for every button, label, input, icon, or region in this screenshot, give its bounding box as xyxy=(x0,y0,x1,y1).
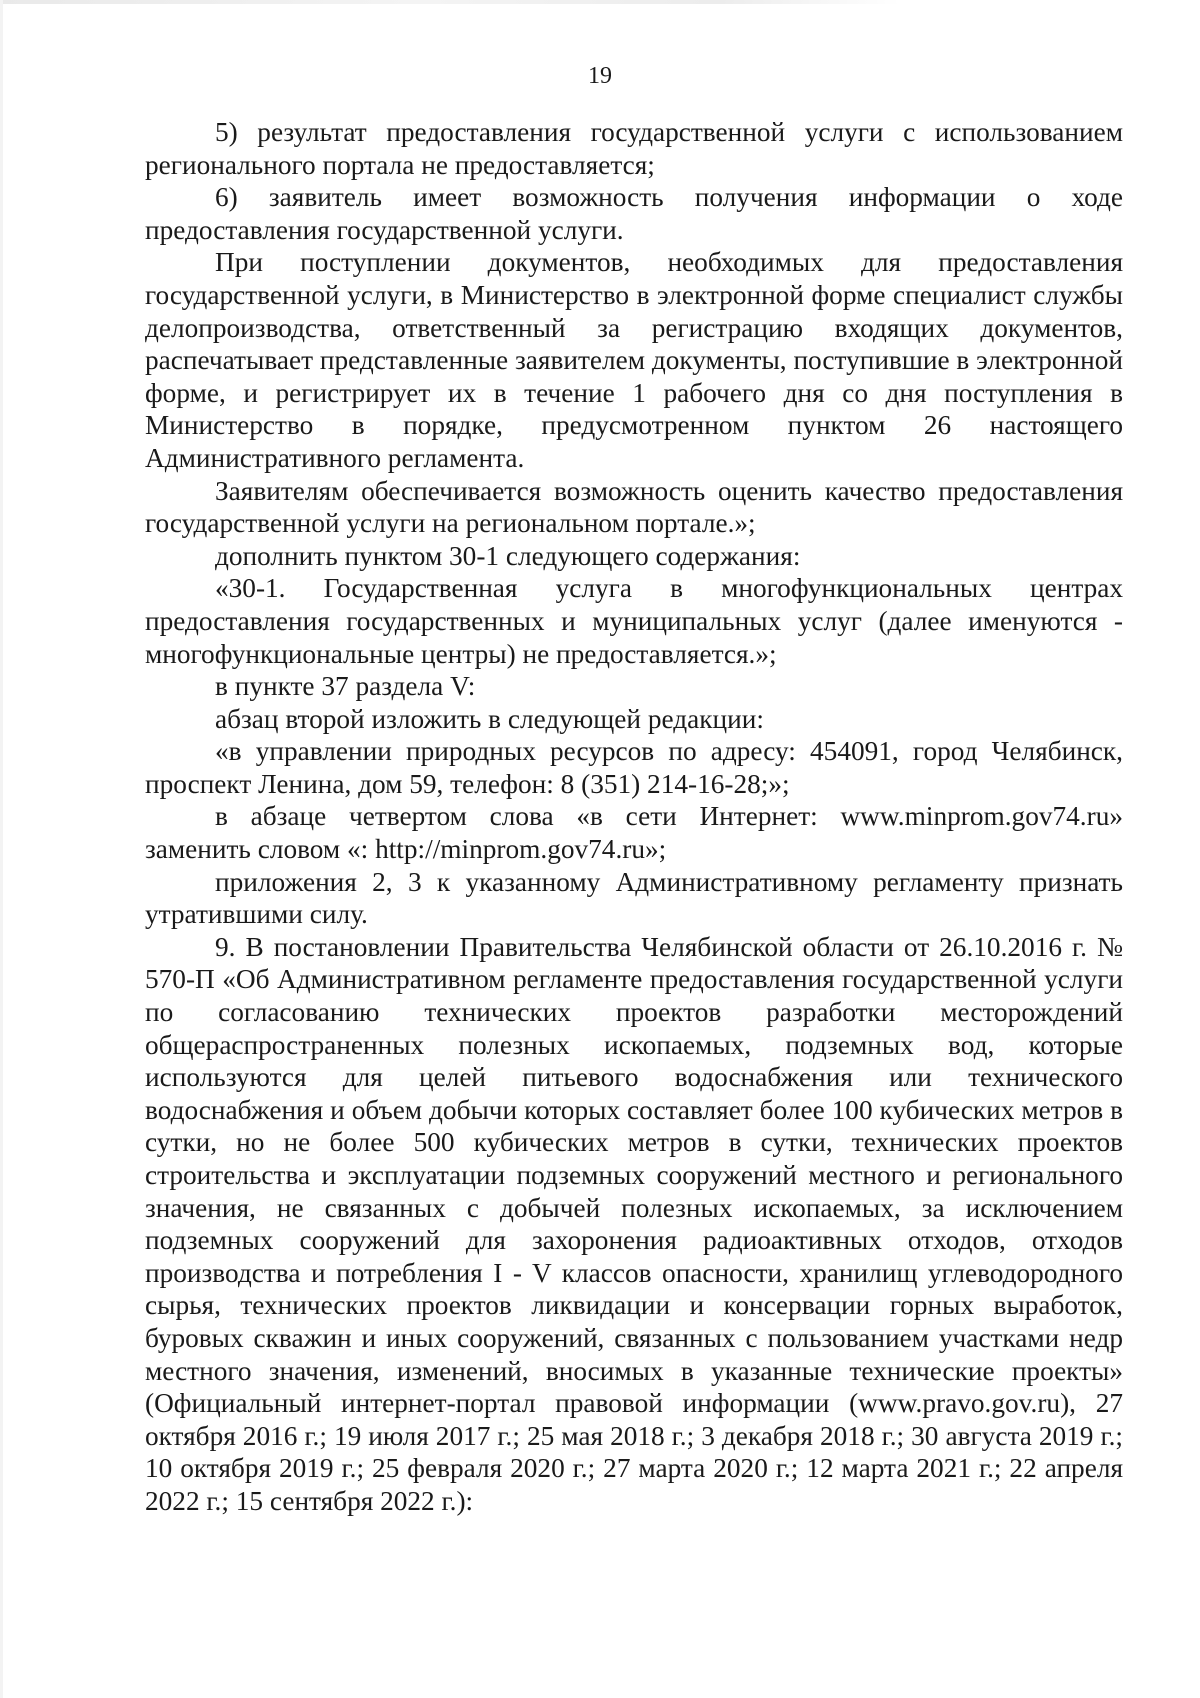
paragraph-electronic-documents: При поступлении документов, необходимых для предоставления государственной услуги, в Министерство в электронной форме специалист службы делопроизводства, ответственный за регистрацию входящих документов, распечатывает представленные заявителем документы, поступившие в электронной форме, и регистрирует их в течение 1 рабочего дня со дня поступления в Министерство в порядке, предусмотренном пунктом 26 настоящего Административного регламента. xyxy=(145,247,1123,473)
paragraph-second-abzac: абзац второй изложить в следующей редакции: xyxy=(215,703,764,734)
page-number: 19 xyxy=(588,63,612,89)
paragraph-item-6: 6) заявитель имеет возможность получения информации о ходе предоставления государственной услуги. xyxy=(145,182,1123,245)
paragraph-item-9: 9. В постановлении Правительства Челябинской области от 26.10.2016 г. № 570-П «Об Административном регламенте предоставления государственной услуги по согласованию технических проектов разработки месторождений общераспространенных полезных ископаемых, подземных вод, которые используются для целей питьевого водоснабжения или технического водоснабжения и объем добычи которых составляет более 100 кубических метров в сутки, но не более 500 кубических метров в сутки, технических проектов строительства и эксплуатации подземных сооружений местного и регионального значения, не связанных с добычей полезных ископаемых, за исключением подземных сооружений для захоронения радиоактивных отходов, отходов производства и потребления I - V классов опасности, хранилищ углеводородного сырья, технических проектов ликвидации и консервации горных выработок, буровых скважин и иных сооружений, связанных с пользованием участками недр местного значения, изменений, вносимых в указанные технические проекты» (Официальный интернет-портал правовой информации (www.pravo.gov.ru), 27 октября 2016 г.; 19 июля 2017 г.; 25 мая 2018 г.; 3 декабря 2018 г.; 30 августа 2019 г.; 10 октября 2019 г.; 25 февраля 2020 г.; 27 марта 2020 г.; 12 марта 2021 г.; 22 апреля 2022 г.; 15 сентября 2022 г.): xyxy=(145,931,1123,1516)
paragraph-point-30-1: «30-1. Государственная услуга в многофункциональных центрах предоставления государственных и муниципальных услуг (далее именуются - многофункциональные центры) не предоставляется.»; xyxy=(145,573,1123,669)
paragraph-quality-assessment: Заявителям обеспечивается возможность оценить качество предоставления государственной услуги на региональном портале.»; xyxy=(145,475,1123,539)
paragraph-point-37: в пункте 37 раздела V: xyxy=(215,671,476,702)
paragraph-add-point-30-1: дополнить пунктом 30-1 следующего содержания: xyxy=(215,540,801,571)
document-body xyxy=(145,116,1123,1518)
paragraph-address: «в управлении природных ресурсов по адресу: 454091, город Челябинск, проспект Ленина, дом 59, телефон: 8 (351) 214-16-28;»; xyxy=(145,736,1123,799)
paragraph-item-5: 5) результат предоставления государственной услуги с использованием регионального портала не предоставляется; xyxy=(145,117,1123,180)
scan-edge-left xyxy=(0,0,3,1698)
paragraph-appendices: приложения 2, 3 к указанному Административному регламенту признать утратившими силу. xyxy=(145,866,1123,930)
paragraph-fourth-abzac: в абзаце четвертом слова «в сети Интернет: www.minprom.gov74.ru» заменить словом «: http://minprom.gov74.ru»; xyxy=(145,801,1123,865)
scan-edge-top xyxy=(0,0,1200,4)
